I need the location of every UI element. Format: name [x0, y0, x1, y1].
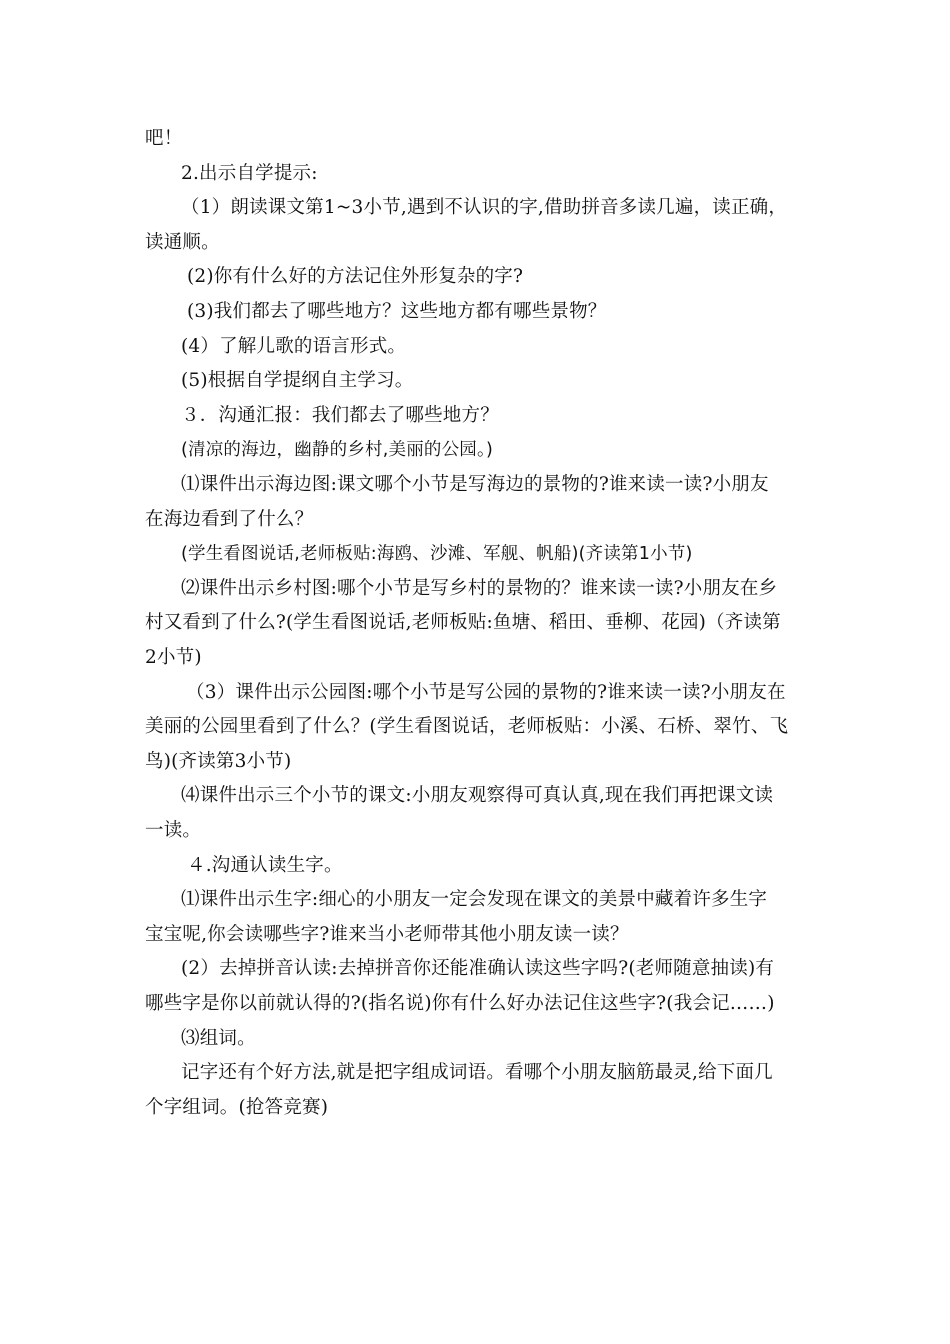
text-line: (4）了解儿歌的语言形式。 [181, 336, 407, 357]
text-line: ⑴课件出示生字:细心的小朋友一定会发现在课文的美景中藏着许多生字 [181, 889, 768, 910]
text-line: (学生看图说话,老师板贴:海鸥、沙滩、军舰、帆船)(齐读第1小节) [181, 544, 693, 564]
text-line: 村又看到了什么?(学生看图说话,老师板贴:鱼塘、稻田、垂柳、花园)（齐读第 [145, 612, 781, 633]
text-line: ⑵课件出示乡村图:哪个小节是写乡村的景物的？谁来读一读?小朋友在乡 [181, 578, 778, 599]
text-line: （3）课件出示公园图:哪个小节是写公园的景物的?谁来读一读?小朋友在 [186, 682, 786, 703]
text-line: 一读。 [145, 820, 202, 841]
text-line: 记字还有个好方法,就是把字组成词语。看哪个小朋友脑筋最灵,给下面几 [181, 1062, 773, 1083]
text-line: 吧！ [145, 128, 183, 149]
text-line: (2)你有什么好的方法记住外形复杂的字? [187, 266, 524, 287]
text-line: ⑶组词。 [181, 1028, 256, 1049]
text-line: ⑷课件出示三个小节的课文:小朋友观察得可真认真,现在我们再把课文读 [181, 785, 774, 806]
text-line: （1）朗读课文第1~3小节,遇到不认识的字,借助拼音多读几遍，读正确， [181, 197, 788, 218]
text-line: 鸟)(齐读第3小节) [145, 751, 292, 772]
text-line: 2.出示自学提示: [181, 163, 318, 184]
text-line: 个字组词。(抢答竞赛) [145, 1097, 329, 1118]
text-line: 读通顺。 [145, 232, 220, 253]
text-line: (2）去掉拼音认读:去掉拼音你还能准确认读这些字吗?(老师随意抽读)有 [181, 958, 775, 979]
text-line: 美丽的公园里看到了什么？(学生看图说话，老师板贴：小溪、石桥、翠竹、飞 [145, 716, 789, 737]
text-line: ⑴课件出示海边图:课文哪个小节是写海边的景物的?谁来读一读?小朋友 [181, 474, 769, 495]
section-heading: ４.沟通认读生字。 [187, 855, 343, 876]
text-line: (5)根据自学提纲自主学习。 [181, 370, 414, 391]
text-line: 宝宝呢,你会读哪些字?谁来当小老师带其他小朋友读一读？ [145, 924, 629, 945]
text-line: 2小节) [145, 647, 202, 668]
section-heading: ３．沟通汇报：我们都去了哪些地方？ [181, 405, 499, 426]
text-line: 在海边看到了什么？ [145, 509, 314, 530]
text-line: 哪些字是你以前就认得的?(指名说)你有什么好办法记住这些字?(我会记……) [145, 993, 775, 1014]
text-line: (3)我们都去了哪些地方？这些地方都有哪些景物？ [187, 301, 607, 322]
text-line: (清凉的海边，幽静的乡村,美丽的公园。) [181, 440, 493, 460]
